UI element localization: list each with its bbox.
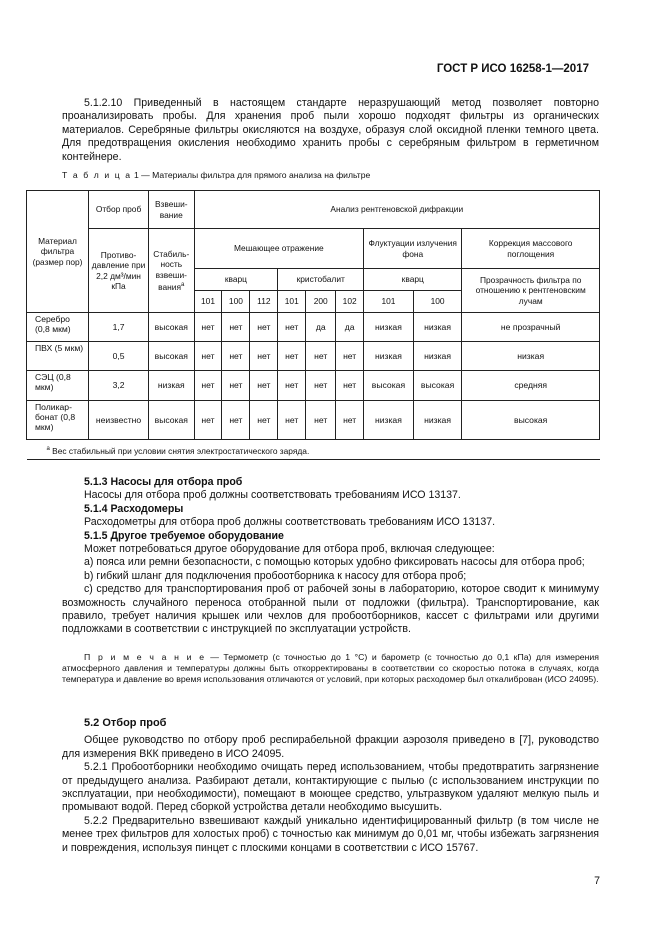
header-stability: Стабиль-ность взвеши-вания$^а$	[149, 229, 195, 313]
cell-correction: высокая	[462, 401, 600, 440]
cell-value: нет	[250, 401, 278, 440]
header-pressure: Противо-давление при 2,2 дм³/мин кПа	[89, 229, 149, 313]
table-row	[27, 313, 600, 342]
sub-header: 101	[194, 291, 222, 313]
cell-value: высокая	[364, 371, 414, 401]
cell-value: нет	[194, 342, 222, 371]
cell-value: нет	[278, 401, 306, 440]
table-row	[27, 342, 600, 371]
header-cristobalite: кристобалит	[278, 269, 364, 291]
header-quartz-fluct: кварц	[364, 269, 462, 291]
cell-value: низкая	[413, 313, 462, 342]
document-code: ГОСТ Р ИСО 16258-1—2017	[436, 63, 589, 75]
text-5-2-1: 5.2.1 Пробоотборники необходимо очищать перед использованием, чтобы предотвратить загрязнение от предыдущего анализа. Разбирают детали, контактирующие с пылью (с использованием инструкции по эксплуатации, при необходимости), помещают в моющее средство, ультразвуком удаляют мелкую пыль и промывают водой. Перед сборкой устройства детали необходимо высушить.	[62, 761, 599, 814]
cell-value: нет	[336, 342, 364, 371]
text-5-1-3: Насосы для отбора проб должны соответствовать требованиям ИСО 13137.	[84, 489, 461, 502]
header-correction: Коррекция массового поглощения	[462, 229, 600, 269]
cell-stability: высокая	[149, 342, 195, 371]
cell-value: низкая	[364, 401, 414, 440]
cell-value: нет	[222, 371, 250, 401]
sub-header: 100	[222, 291, 250, 313]
heading-5-1-4: 5.1.4 Расходомеры	[84, 502, 184, 515]
cell-correction: низкая	[462, 342, 600, 371]
section-5-2	[62, 717, 599, 855]
text-5-1-5: Может потребоваться другое оборудование для отбора проб, включая следующее:	[84, 543, 495, 556]
cell-value: нет	[306, 342, 336, 371]
cell-stability: высокая	[149, 313, 195, 342]
sub-header: 200	[306, 291, 336, 313]
cell-pressure: 1,7	[89, 313, 149, 342]
sub-header: 101	[364, 291, 414, 313]
table-row	[27, 401, 600, 440]
heading-5-2: 5.2 Отбор проб	[84, 717, 167, 729]
cell-pressure: 0,5	[89, 342, 149, 371]
cell-value: да	[336, 313, 364, 342]
heading-5-1-3: 5.1.3 Насосы для отбора проб	[84, 476, 243, 488]
page-number: 7	[594, 875, 600, 887]
cell-value: нет	[250, 371, 278, 401]
section-5-1-3-to-5-1-5	[62, 476, 599, 637]
cell-value: нет	[194, 401, 222, 440]
cell-value: нет	[278, 313, 306, 342]
sub-header: 112	[250, 291, 278, 313]
cell-value: нет	[306, 401, 336, 440]
cell-material: СЭЦ (0,8 мкм)	[27, 371, 89, 401]
header-vzvesh: Взвеши-вание	[149, 191, 195, 229]
header-interference: Мешающее отражение	[194, 229, 364, 269]
cell-value: низкая	[413, 401, 462, 440]
cell-stability: низкая	[149, 371, 195, 401]
header-fluctuation: Флуктуации излучения фона	[364, 229, 462, 269]
text-5-2-2: 5.2.2 Предварительно взвешивают каждый уникально идентифицированный фильтр (в том числе не менее трех фильтров для холостых проб) с точностью как минимум до 0,01 мг, чтобы избежать загрязнения и повреждения, используя пинцет с плоскими концами в соответствии с ИСО 15767.	[62, 814, 599, 854]
cell-value: низкая	[364, 342, 414, 371]
text-5-2: Общее руководство по отбору проб респирабельной фракции аэрозоля приведено в [7], руководство для измерения ВКК приведено в ИСО 24095.	[62, 734, 599, 760]
cell-material: ПВХ (5 мкм)	[27, 342, 89, 371]
cell-value: нет	[306, 371, 336, 401]
cell-material: Серебро (0,8 мкм)	[27, 313, 89, 342]
list-item-a: а) пояса или ремни безопасности, с помощью которых удобно фиксировать насосы для отбора проб;	[84, 556, 585, 569]
cell-value: низкая	[413, 342, 462, 371]
cell-material: Поликар-бонат (0,8 мкм)	[27, 401, 89, 440]
table-row	[27, 371, 600, 401]
cell-value: нет	[336, 371, 364, 401]
table-caption	[62, 170, 370, 180]
text-5-1-4: Расходометры для отбора проб должны соответствовать требованиям ИСО 13137.	[84, 516, 496, 529]
note-prefix: П р и м е ч а н и е	[84, 652, 206, 662]
cell-value: нет	[336, 401, 364, 440]
cell-value: нет	[194, 371, 222, 401]
cell-correction: средняя	[462, 371, 600, 401]
header-otbor: Отбор проб	[89, 191, 149, 229]
cell-correction: не прозрачный	[462, 313, 600, 342]
header-analysis: Анализ рентгеновской дифракции	[194, 191, 599, 229]
table-caption-text: 1 — Материалы фильтра для прямого анализа на фильтре	[131, 170, 371, 180]
sub-header: 100	[413, 291, 462, 313]
sub-header: 101	[278, 291, 306, 313]
table-caption-prefix: Т а б л и ц а	[62, 170, 132, 180]
footnote-ref: а	[181, 281, 185, 288]
footnote-mark: а	[46, 445, 50, 452]
list-item-c: с) средство для транспортирования проб от рабочей зоны в лабораторию, которое сводит к минимуму возможность случайного переноса отобранной пыли от подложки (фильтра). Транспортирование, как правило, требует наличия крышек или чехлов для пробоотборников, кассет с фильтрами или другими подложками в соответствии с инструкцией по эксплуатации устройств.	[62, 583, 599, 636]
cell-value: нет	[278, 371, 306, 401]
heading-5-1-5: 5.1.5 Другое требуемое оборудование	[84, 529, 284, 542]
cell-pressure: неизвестно	[89, 401, 149, 440]
list-item-b: b) гибкий шланг для подключения пробоотборника к насосу для отбора проб;	[84, 569, 467, 582]
header-quartz: кварц	[194, 269, 278, 291]
cell-value: да	[306, 313, 336, 342]
header-transparency: Прозрачность фильтра по отношению к рентгеновским лучам	[462, 269, 600, 313]
cell-value: низкая	[364, 313, 414, 342]
cell-value: нет	[278, 342, 306, 371]
cell-value: нет	[250, 313, 278, 342]
table-footnote: $^а$ Вес стабильный при условии снятия электростатического заряда.	[27, 440, 600, 460]
cell-value: высокая	[413, 371, 462, 401]
cell-value: нет	[222, 401, 250, 440]
sub-header: 102	[336, 291, 364, 313]
paragraph-5-1-2-10	[62, 97, 599, 164]
note	[62, 652, 599, 685]
cell-stability: высокая	[149, 401, 195, 440]
cell-value: нет	[250, 342, 278, 371]
cell-value: нет	[222, 342, 250, 371]
paragraph-text: 5.1.2.10 Приведенный в настоящем стандарте неразрушающий метод позволяет повторно проанализировать пробы. Для хранения проб пыли хорошо подходят фильтры из органических материалов. Серебряные фильтры окисляются на воздухе, образуя слой оксидной пленки темного цвета. Для предотвращения окисления необходимо хранить пробы с серебряным фильтром в герметичном контейнере.	[62, 97, 599, 163]
cell-value: нет	[222, 313, 250, 342]
header-material: Материал фильтра (размер пор)	[27, 191, 89, 313]
cell-value: нет	[194, 313, 222, 342]
note-text: — Термометр (с точностью до 1 °С) и барометр (с точностью до 0,1 кПа) для измерения атмосферного давления и температуры должны быть откорректированы в соответствии со скоростью потока в случаях, когда температура и давление во время использования отличаются от условий, при которых расходомер был откалиброван (ИСО 24095).	[62, 652, 599, 684]
cell-pressure: 3,2	[89, 371, 149, 401]
filter-materials-table	[26, 190, 600, 460]
